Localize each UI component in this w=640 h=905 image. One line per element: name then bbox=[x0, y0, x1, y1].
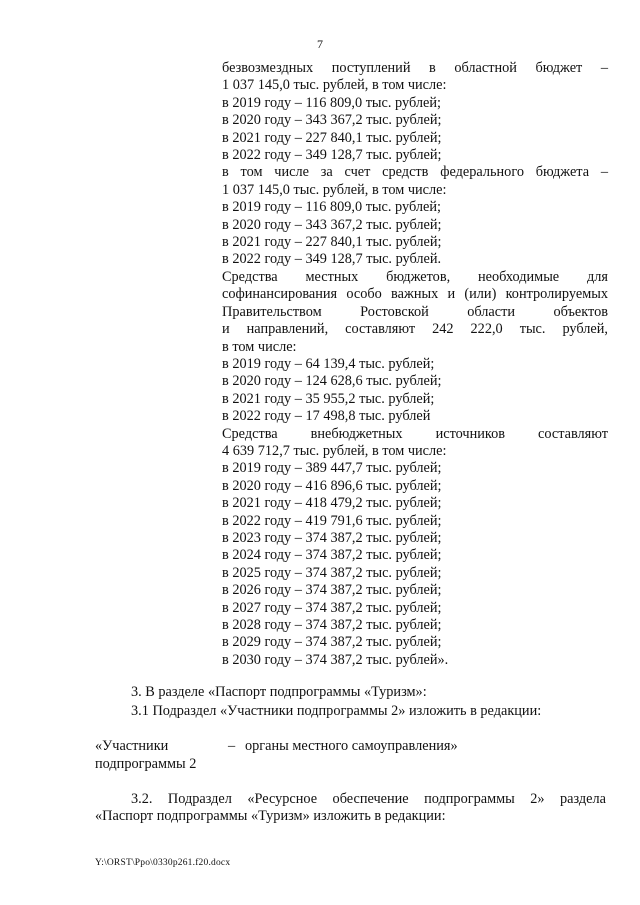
funding-line: в 2025 году – 374 387,2 тыс. рублей; bbox=[222, 564, 442, 581]
funding-line: безвозмездных поступлений в областной бюджет – bbox=[222, 60, 608, 76]
funding-line: в 2021 году – 418 479,2 тыс. рублей; bbox=[222, 495, 442, 512]
funding-line: в 2020 году – 343 367,2 тыс. рублей; bbox=[222, 112, 442, 129]
funding-line: в 2023 году – 374 387,2 тыс. рублей; bbox=[222, 529, 442, 546]
funding-line: Правительством Ростовской области объектов bbox=[222, 303, 608, 320]
participants-label: «Участники bbox=[95, 738, 169, 754]
funding-line: в 2021 году – 227 840,1 тыс. рублей; bbox=[222, 234, 442, 251]
section-3-2-text bbox=[95, 791, 606, 826]
funding-line: софинансирования особо важных и (или) контролируемых bbox=[222, 286, 608, 303]
page-number: 7 bbox=[317, 37, 323, 51]
section-3-heading: 3. В разделе «Паспорт подпрограммы «Туризм»: bbox=[131, 684, 427, 700]
funding-line: в 2029 году – 374 387,2 тыс. рублей; bbox=[222, 634, 442, 651]
funding-line: 4 639 712,7 тыс. рублей, в том числе: bbox=[222, 442, 447, 459]
funding-line: в 2022 году – 17 498,8 тыс. рублей bbox=[222, 408, 431, 425]
participants-dash: – bbox=[228, 738, 236, 754]
funding-line: в 2024 году – 374 387,2 тыс. рублей; bbox=[222, 547, 442, 564]
funding-line: в 2019 году – 64 139,4 тыс. рублей; bbox=[222, 355, 435, 372]
funding-line: в 2021 году – 35 955,2 тыс. рублей; bbox=[222, 390, 435, 407]
funding-line: 1 037 145,0 тыс. рублей, в том числе: bbox=[222, 77, 447, 94]
funding-line: в 2020 году – 416 896,6 тыс. рублей; bbox=[222, 477, 442, 494]
participants-value: органы местного самоуправления» bbox=[245, 738, 458, 754]
funding-block bbox=[222, 60, 608, 669]
funding-line: в 2028 году – 374 387,2 тыс. рублей; bbox=[222, 617, 442, 633]
funding-line: в 2022 году – 349 128,7 тыс. рублей. bbox=[222, 251, 442, 268]
funding-line: в 2021 году – 227 840,1 тыс. рублей; bbox=[222, 129, 442, 146]
footer-file-path: Y:\ORST\Ppo\0330p261.f20.docx bbox=[95, 858, 231, 868]
funding-line: в 2019 году – 116 809,0 тыс. рублей; bbox=[222, 199, 441, 216]
funding-line: в 2019 году – 116 809,0 тыс. рублей; bbox=[222, 94, 441, 111]
funding-line: в 2019 году – 389 447,7 тыс. рублей; bbox=[222, 460, 442, 477]
funding-line: в 2022 году – 419 791,6 тыс. рублей; bbox=[222, 512, 442, 529]
funding-line: в 2026 году – 374 387,2 тыс. рублей; bbox=[222, 582, 442, 599]
funding-line: в 2020 году – 124 628,6 тыс. рублей; bbox=[222, 373, 442, 390]
funding-line: 1 037 145,0 тыс. рублей, в том числе: bbox=[222, 181, 447, 198]
funding-line: в том числе: bbox=[222, 338, 297, 355]
funding-line: и направлений, составляют 242 222,0 тыс. рублей, bbox=[222, 321, 608, 338]
section-3-2-line: 3.2. Подраздел «Ресурсное обеспечение подпрограммы 2» раздела bbox=[131, 791, 606, 807]
funding-line: в 2020 году – 343 367,2 тыс. рублей; bbox=[222, 216, 442, 233]
funding-line: в 2027 году – 374 387,2 тыс. рублей; bbox=[222, 599, 442, 616]
section-3-1-text: 3.1 Подраздел «Участники подпрограммы 2» изложить в редакции: bbox=[131, 703, 542, 719]
funding-line: в 2022 году – 349 128,7 тыс. рублей; bbox=[222, 147, 442, 164]
funding-line: в том числе за счет средств федерального бюджета – bbox=[222, 164, 608, 181]
section-3-2-line: «Паспорт подпрограммы «Туризм» изложить в редакции: bbox=[95, 808, 446, 825]
funding-line: Средства местных бюджетов, необходимые для bbox=[222, 268, 608, 285]
participants-label-cont: подпрограммы 2 bbox=[95, 756, 197, 772]
funding-line: Средства внебюджетных источников составляют bbox=[222, 425, 608, 442]
funding-line: в 2030 году – 374 387,2 тыс. рублей». bbox=[222, 651, 449, 668]
